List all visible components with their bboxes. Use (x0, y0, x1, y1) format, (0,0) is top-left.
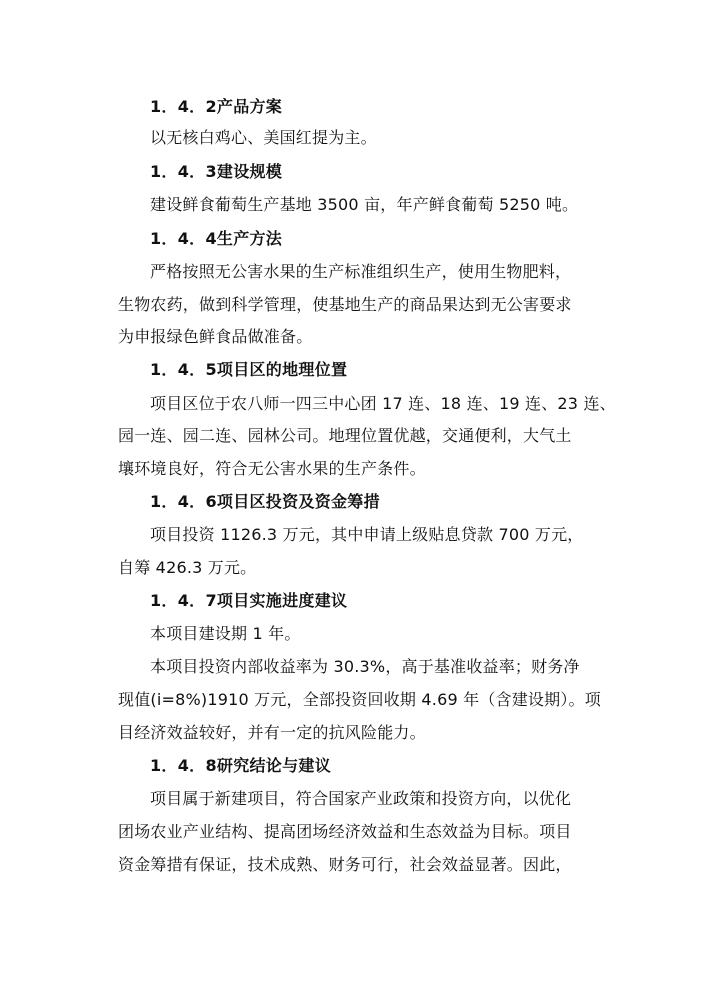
paragraph-line: 严格按照无公害水果的生产标准组织生产，使用生物肥料， (150, 262, 572, 281)
paragraph-line: 生物农药，做到科学管理，使基地生产的商品果达到无公害要求 (118, 295, 572, 314)
paragraph-line: 自筹 426.3 万元。 (118, 558, 257, 577)
section-heading-investment-funding: 1．4．6项目区投资及资金筹措 (150, 492, 380, 511)
paragraph-line: 建设鲜食葡萄生产基地 3500 亩，年产鲜食葡萄 5250 吨。 (150, 195, 579, 214)
paragraph-line: 壤环境良好，符合无公害水果的生产条件。 (118, 459, 426, 478)
paragraph-line: 为申报绿色鲜食品做准备。 (118, 327, 313, 346)
section-heading-implementation-schedule: 1．4．7项目实施进度建议 (150, 591, 348, 610)
section-heading-construction-scale: 1．4．3建设规模 (150, 162, 283, 181)
paragraph-line: 项目属于新建项目，符合国家产业政策和投资方向，以优化 (150, 789, 572, 808)
paragraph-line: 资金筹措有保证，技术成熟、财务可行，社会效益显著。因此， (118, 855, 572, 874)
paragraph-line: 本项目投资内部收益率为 30.3%，高于基准收益率；财务净 (150, 657, 580, 676)
paragraph-line: 目经济效益较好，并有一定的抗风险能力。 (118, 723, 426, 742)
section-heading-product-plan: 1．4．2产品方案 (150, 97, 283, 116)
paragraph-line: 园一连、园二连、园林公司。地理位置优越，交通便利，大气土 (118, 426, 572, 445)
paragraph-line: 以无核白鸡心、美国红提为主。 (150, 128, 377, 147)
paragraph-line: 团场农业产业结构、提高团场经济效益和生态效益为目标。项目 (118, 822, 572, 841)
paragraph-line: 现值(i=8%)1910 万元，全部投资回收期 4.69 年（含建设期）。项 (118, 690, 601, 709)
section-heading-geographic-location: 1．4．5项目区的地理位置 (150, 360, 348, 379)
paragraph-line: 项目区位于农八师一四三中心团 17 连、18 连、19 连、23 连、 (150, 394, 616, 413)
paragraph-line: 项目投资 1126.3 万元，其中申请上级贴息贷款 700 万元， (150, 525, 584, 544)
section-heading-conclusions: 1．4．8研究结论与建议 (150, 756, 331, 775)
paragraph-line: 本项目建设期 1 年。 (150, 624, 301, 643)
section-heading-production-method: 1．4．4生产方法 (150, 229, 283, 248)
